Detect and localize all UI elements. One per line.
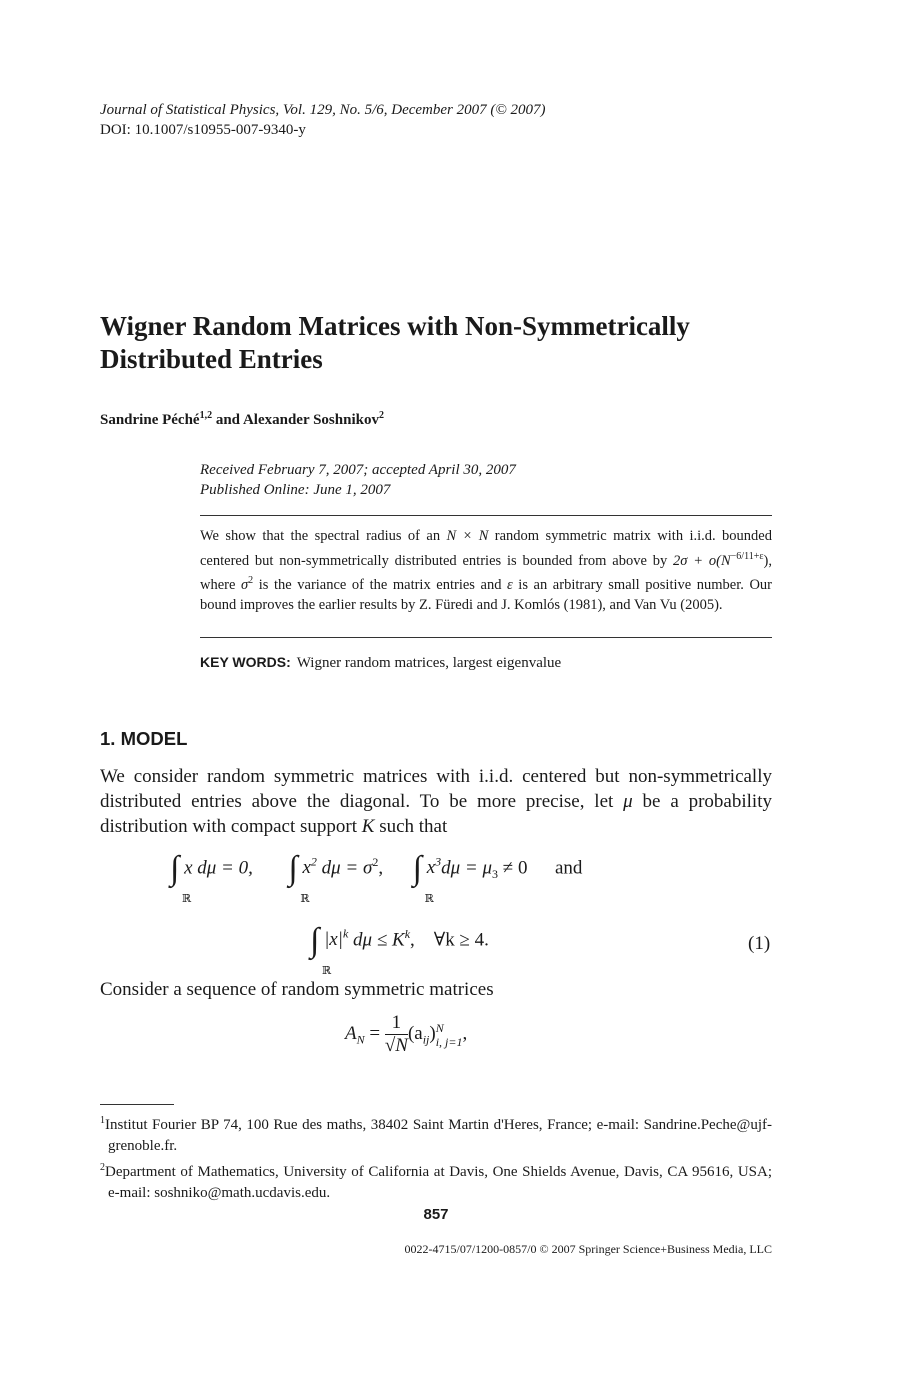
eq-second-moment: dμ = σ: [321, 857, 373, 879]
abstract-sigma: σ: [241, 576, 249, 593]
journal-citation: Journal of Statistical Physics, Vol. 129, No. 5/6, December 2007 (© 2007): [100, 102, 546, 118]
eq-moment-bound-tail: , ∀k ≥ 4.: [410, 929, 489, 951]
keywords-text: Wigner random matrices, largest eigenvalue: [296, 655, 562, 671]
eq-moment-bound: dμ ≤ K: [353, 929, 405, 951]
body-text-1: We consider random symmetric matrices with i.i.d. centered but non-symmetrically distributed entries above the diagonal. To be more precise, let: [100, 766, 772, 812]
integral-sign: ∫ ℝ: [413, 852, 422, 886]
author-1: Sandrine Péché: [100, 412, 200, 428]
eq3-lhs-sub: N: [356, 1032, 365, 1047]
abstract-text-4: is the variance of the matrix entries and: [253, 576, 508, 593]
footnote-2-text: Department of Mathematics, University of California at Davis, One Shields Avenue, Davis, CA 95616, USA; e-mail: soshniko@math.ucdavis.edu.: [105, 1164, 772, 1201]
eq3-close: ): [429, 1022, 436, 1044]
abstract-text-5: is an arbitrary small positive number. Our bound improves the earlier results by Z. Füredi and J. Komlós (1981), and Van Vu (2005).: [200, 576, 772, 614]
eq-third-moment-tail: ≠ 0: [498, 857, 528, 879]
author-1-affil: 1,2: [199, 410, 213, 421]
equation-number: (1): [748, 933, 771, 954]
section-heading: 1. MODEL: [100, 728, 188, 749]
abstract-sigma-exp: 2: [248, 574, 254, 586]
paper-title: [100, 310, 820, 376]
received-date: Received February 7, 2007; accepted April 30, 2007: [200, 462, 516, 478]
abstract-text-1: We show that the spectral radius of an: [200, 528, 447, 544]
body-K: K: [361, 816, 375, 837]
footnotes: [100, 1110, 772, 1204]
eq3-lhs: A: [345, 1022, 357, 1044]
eq3-range: i, j=1: [435, 1034, 463, 1049]
published-date: Published Online: June 1, 2007: [200, 482, 391, 498]
keywords: [200, 654, 561, 672]
keywords-label: KEY WORDS:: [200, 654, 291, 670]
integral-domain: ℝ: [300, 893, 310, 905]
authors: [100, 410, 384, 429]
eq3-rhs: (a: [407, 1022, 423, 1044]
footnote-rule: [100, 1104, 174, 1105]
body-mu: μ: [623, 791, 633, 812]
doi: DOI: 10.1007/s10955-007-9340-y: [100, 122, 306, 138]
eq-first-moment: x dμ = 0,: [184, 857, 253, 879]
integral-domain: ℝ: [424, 893, 434, 905]
body-paragraph: [100, 764, 772, 839]
footnote-2: [100, 1157, 772, 1204]
body-consider: Consider a sequence of random symmetric matrices: [100, 979, 494, 1000]
integral-domain: ℝ: [322, 965, 332, 977]
title-line-2: Distributed Entries: [100, 344, 323, 374]
title-line-1: Wigner Random Matrices with Non-Symmetrically: [100, 311, 690, 341]
equation-matrix-definition: $A_N$ = $\frac{1}{√N}$ $(a_{ij})$ N i, j=1 ,: [345, 1012, 468, 1056]
integral-sign: ∫ ℝ: [170, 852, 179, 886]
eq-third-moment: dμ = μ: [441, 857, 493, 879]
eq3-numerator: 1: [385, 1012, 408, 1035]
abstract-eps: ε: [507, 576, 513, 593]
abstract-text-2: random symmetric matrix with i.i.d. bounded centered but non-symmetrically distributed entries is bounded from above by: [200, 528, 772, 569]
integral-domain: ℝ: [182, 893, 192, 905]
abstract: [200, 526, 772, 616]
page-number: 857: [423, 1206, 449, 1223]
abstract-bound-exp: −6/11+ε: [730, 550, 764, 562]
author-2: Alexander Soshnikov: [242, 412, 379, 428]
eq3-fraction: [385, 1012, 408, 1057]
author-2-affil: 2: [378, 410, 384, 421]
equation-1-line-1: ∫ ℝ x dμ = 0, ∫ ℝ $x^2$ $d\mu = \sigma^2$, ∫ ℝ $x^3d\mu = \mu_3 \ne 0$ and: [170, 852, 582, 886]
eq3-ij: ij: [422, 1032, 430, 1047]
journal-header: [100, 100, 546, 140]
footnote-1-mark: 1: [100, 1115, 105, 1126]
footnote-2-mark: 2: [100, 1162, 105, 1173]
footnote-1-text: Institut Fourier BP 74, 100 Rue des maths, 38402 Saint Martin d'Heres, France; e-mail: Sandrine.Peche@ujf-grenoble.fr.: [105, 1117, 772, 1154]
abstract-bottom-rule: [200, 637, 772, 638]
eq3-denominator: √N: [384, 1035, 408, 1056]
body-text-3: such that: [374, 816, 448, 837]
abstract-top-rule: [200, 515, 772, 516]
eq-and: and: [554, 857, 583, 879]
dates: [200, 460, 516, 500]
copyright-line: 0022-4715/07/1200-0857/0 © 2007 Springer Science+Business Media, LLC: [404, 1242, 772, 1256]
footnote-1: [100, 1110, 772, 1157]
integral-sign: ∫ ℝ: [288, 852, 297, 886]
abstract-nxn: N × N: [446, 528, 489, 544]
eq3-upper: N: [435, 1020, 444, 1035]
equation-1-line-2: ∫ ℝ $|x|^k$ $d\mu \le K^k$, ∀k ≥ 4.: [310, 924, 489, 958]
body-text-2: be a probability distribution with compact support: [100, 791, 772, 837]
abstract-text-3: ), where: [200, 552, 773, 593]
abstract-bound: 2σ + o(N: [673, 552, 731, 569]
integral-sign: ∫ ℝ: [310, 924, 319, 958]
author-conj: and: [212, 412, 243, 428]
